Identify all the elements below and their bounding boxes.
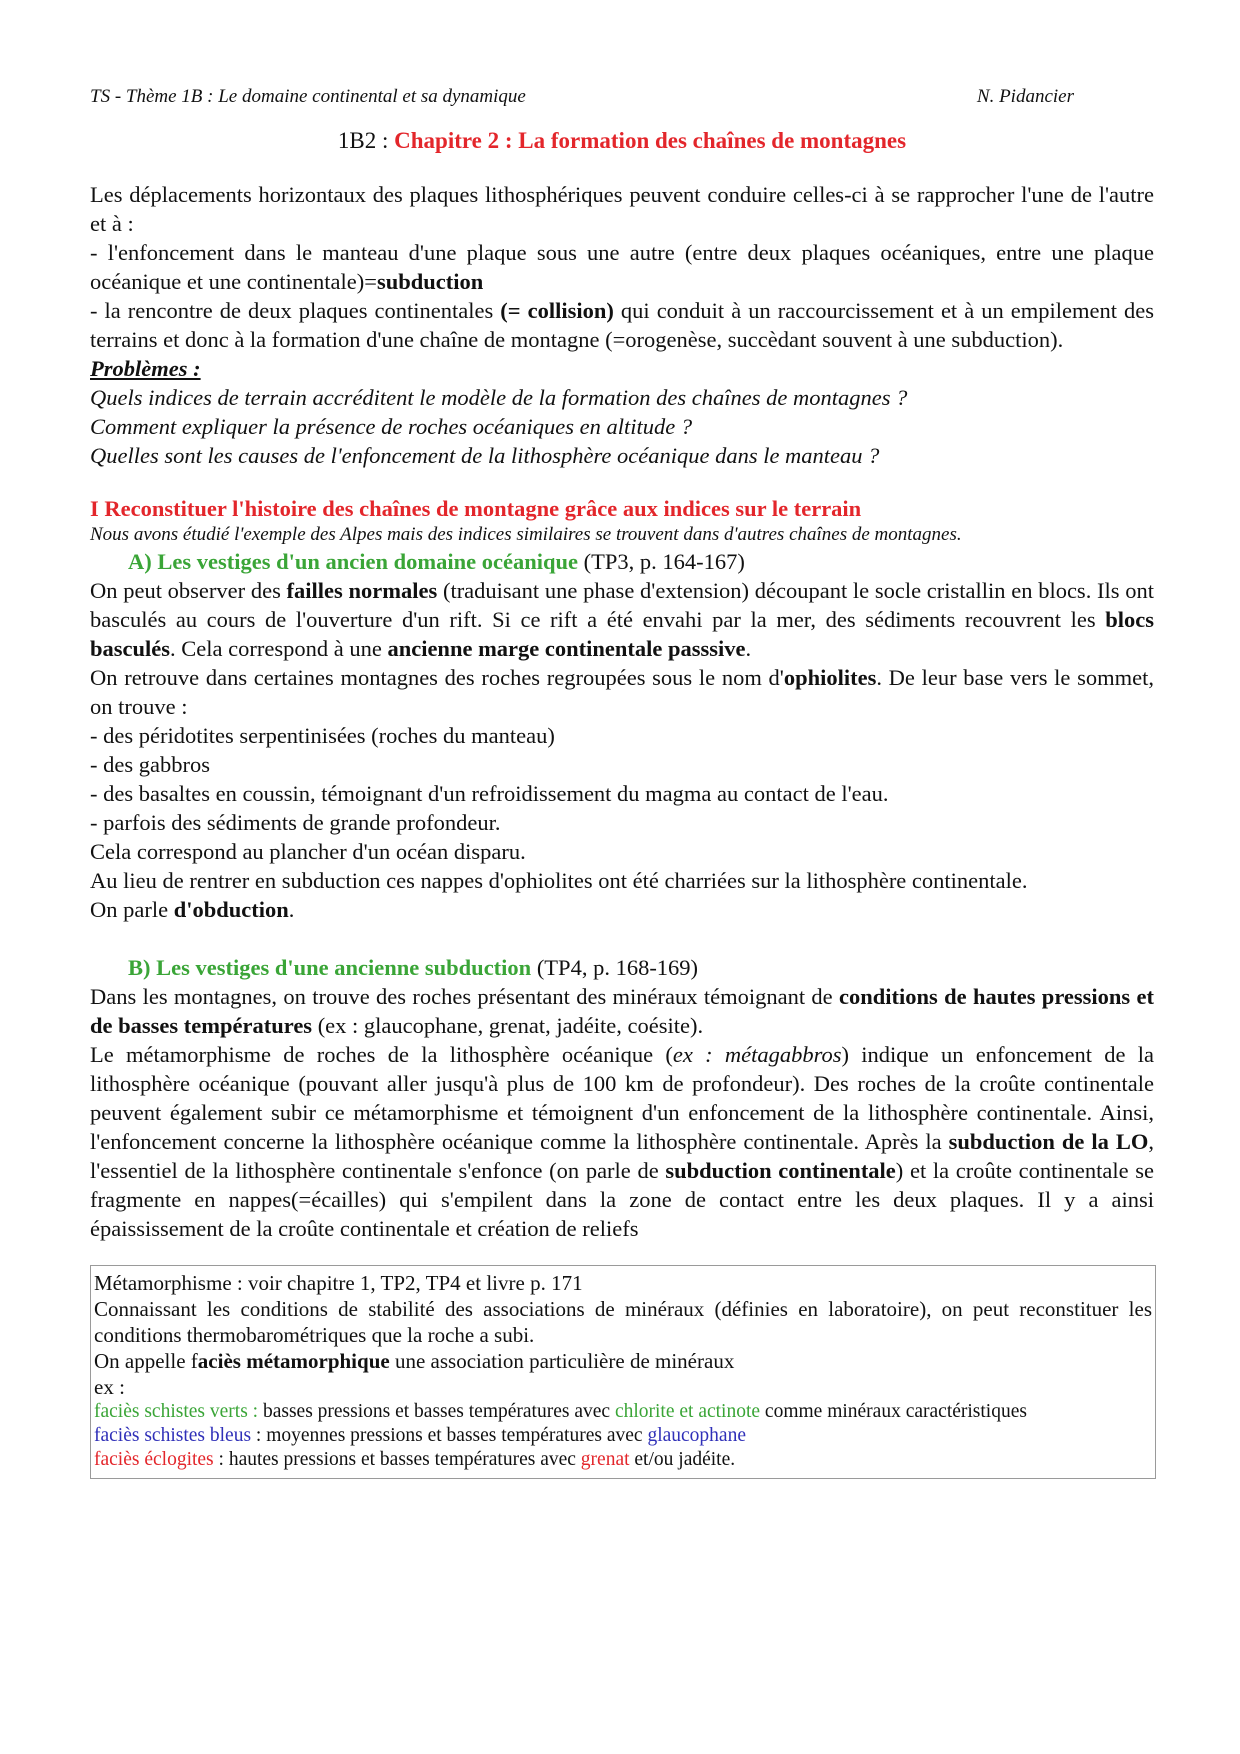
facies-schistes-bleus (94, 1424, 1152, 1448)
document-page (90, 86, 1154, 1479)
ophiolites-term: ophiolites (783, 665, 877, 690)
blue-mineral: glaucophane (647, 1425, 746, 1446)
box-line: Métamorphisme : voir chapitre 1, TP2, TP4 et livre p. 171 (94, 1271, 583, 1295)
facies-schistes-verts (94, 1400, 1152, 1424)
metamorphism-paragraph (90, 1040, 1154, 1243)
text-run: : hautes pressions et basses températures avec (213, 1449, 581, 1470)
title-prefix: 1B2 : (337, 128, 395, 153)
subsection-a-paragraph (90, 576, 1154, 663)
text-run: (ex : glaucophane, grenat, jadéite, coésite). (312, 1013, 704, 1038)
subsection-b-ref: (TP4, p. 168-169) (531, 955, 699, 980)
subsection-a-ref: (TP3, p. 164-167) (578, 549, 745, 574)
text-run: . (288, 897, 295, 922)
intro-paragraph: Les déplacements horizontaux des plaques lithosphériques peuvent conduire celles-ci à se rapprocher l'une de l'autre et à : (90, 182, 1154, 236)
box-line (94, 1348, 1152, 1374)
facies-red-label: faciès éclogites (94, 1449, 214, 1470)
text-run: , l'essentiel de la lithosphère continentale s'enfonce (on parle de (90, 1129, 1154, 1183)
problems-heading (90, 354, 1154, 383)
ophiolites-paragraph (90, 663, 1154, 721)
failles-normales-term: failles normales (286, 578, 438, 603)
text-run: (traduisant une phase d'extension) découpant le socle cristallin en blocs. Ils ont basculés au cours de l'ouverture d'un rift. Si ce rift a été envahi par la mer, des sédiments recouvrent les (90, 578, 1154, 632)
subsection-a-heading (90, 547, 1154, 576)
subsection-b-heading (90, 953, 1154, 982)
list-item: - parfois des sédiments de grande profondeur. (90, 810, 501, 835)
facies-blue-label: faciès schistes bleus (94, 1425, 252, 1446)
text-run: . Cela correspond à une (170, 636, 388, 661)
green-minerals: chlorite et actinote (614, 1401, 761, 1422)
obduction-sentence: Au lieu de rentrer en subduction ces nappes d'ophiolites ont été charriées sur la lithosphère continentale. (90, 868, 1028, 893)
intro-subduction (90, 238, 1154, 296)
text-run: Dans les montagnes, on trouve des roches présentant des minéraux témoignant de (90, 984, 839, 1009)
text-run: On peut observer des (90, 578, 287, 603)
text-run: basses pressions et basses températures avec (258, 1401, 615, 1422)
header-course: TS - Thème 1B : Le domaine continental et sa dynamique (90, 86, 526, 107)
text-run: : moyennes pressions et basses températures avec (251, 1425, 648, 1446)
hp-bt-term: conditions de hautes pressions et de basses températures (90, 984, 1154, 1038)
list-item: - des basaltes en coussin, témoignant d'un refroidissement du magma au contact de l'eau. (90, 781, 889, 806)
metagabbros-example: ex : métagabbros (672, 1042, 842, 1067)
title-main: Chapitre 2 : La formation des chaînes de montagnes (394, 128, 907, 153)
subduction-continentale-term: subduction continentale (665, 1158, 896, 1183)
text-run: ) et la croûte continentale se fragmente en nappes(=écailles) qui s'empilent dans la zone de contact entre les deux plaques. Il y a ainsi épaississement de la croûte continentale et création de reliefs (90, 1158, 1154, 1241)
collision-term: (= collision) (500, 298, 614, 323)
red-mineral: grenat (580, 1449, 630, 1470)
page-header (90, 86, 1154, 108)
metamorphism-info-box (90, 1265, 1156, 1479)
text-run: Le métamorphisme de roches de la lithosphère océanique ( (90, 1042, 673, 1067)
spacer (90, 470, 1154, 494)
text-run: On parle (90, 897, 174, 922)
subduction-lo-term: subduction de la LO (948, 1129, 1149, 1154)
page-title (90, 128, 1154, 154)
subsection-b-title: B) Les vestiges d'une ancienne subduction (128, 955, 532, 980)
list-item: - des péridotites serpentinisées (roches du manteau) (90, 723, 555, 748)
text-run: ) indique un enfoncement de la lithosphère océanique (pouvant aller jusqu'à plus de 100 km de profondeur). Des roches de la croûte continentale peuvent également subir ce métamorphisme et témoignent d'un enfoncement de la lithosphère continentale. Ainsi, l'enfoncement concerne la lithosphère océanique comme la lithosphère continentale. Après la (90, 1042, 1154, 1154)
blocs-bascules-term: blocs basculés (90, 607, 1154, 661)
box-ex-label: ex : (94, 1375, 125, 1399)
obduction-term: d'obduction (173, 897, 289, 922)
subsection-b-paragraph (90, 982, 1154, 1040)
intro-collision-text: - la rencontre de deux plaques continentales (90, 298, 501, 323)
text-run: . De leur base vers le sommet, on trouve : (90, 665, 1154, 719)
facies-green-label: faciès schistes verts : (94, 1401, 259, 1422)
facies-eclogites (94, 1448, 1152, 1472)
text-run: et/ou jadéite. (629, 1449, 736, 1470)
list-item: - des gabbros (90, 752, 210, 777)
problem-question: Quels indices de terrain accréditent le modèle de la formation des chaînes de montagnes ? (90, 385, 908, 410)
text-run: une association particulière de minéraux (389, 1349, 735, 1373)
text-run: . (745, 636, 752, 661)
box-line: Connaissant les conditions de stabilité des associations de minéraux (définies en laboratoire), on peut reconstituer les conditions thermobarométriques que la roche a subi. (94, 1297, 1152, 1347)
text-run: On appelle f (94, 1349, 198, 1373)
problem-question: Quelles sont les causes de l'enfoncement de la lithosphère océanique dans le manteau ? (90, 443, 880, 468)
facies-term: aciès métamorphique (197, 1349, 390, 1373)
text-run: comme minéraux caractéristiques (760, 1401, 1027, 1422)
intro-collision-rest: qui conduit à un raccourcissement et à un empilement des terrains et donc à la formation d'une chaîne de montagne (=orogenèse, succèdant souvent à une subduction). (90, 298, 1154, 352)
section-1-note: Nous avons étudié l'exemple des Alpes mais des indices similaires se trouvent dans d'autres chaînes de montagnes. (90, 524, 962, 545)
header-author: N. Pidancier (976, 86, 1074, 107)
problems-label: Problèmes : (90, 356, 201, 381)
subduction-term: subduction (376, 269, 484, 294)
marge-passive-term: ancienne marge continentale passsive (387, 636, 746, 661)
intro-collision (90, 296, 1154, 354)
text-run: On retrouve dans certaines montagnes des roches regroupées sous le nom d' (90, 665, 784, 690)
obduction-term-line (90, 895, 1154, 924)
section-1-title: I Reconstituer l'histoire des chaînes de montagne grâce aux indices sur le terrain (90, 496, 862, 521)
ocean-floor-sentence: Cela correspond au plancher d'un océan disparu. (90, 839, 526, 864)
intro-subduction-text: - l'enfoncement dans le manteau d'une plaque sous une autre (entre deux plaques océaniques, entre une plaque océanique et une continentale)= (90, 240, 1154, 294)
subsection-a-title: A) Les vestiges d'un ancien domaine océanique (128, 549, 579, 574)
spacer (90, 924, 1154, 953)
problem-question: Comment expliquer la présence de roches océaniques en altitude ? (90, 414, 693, 439)
